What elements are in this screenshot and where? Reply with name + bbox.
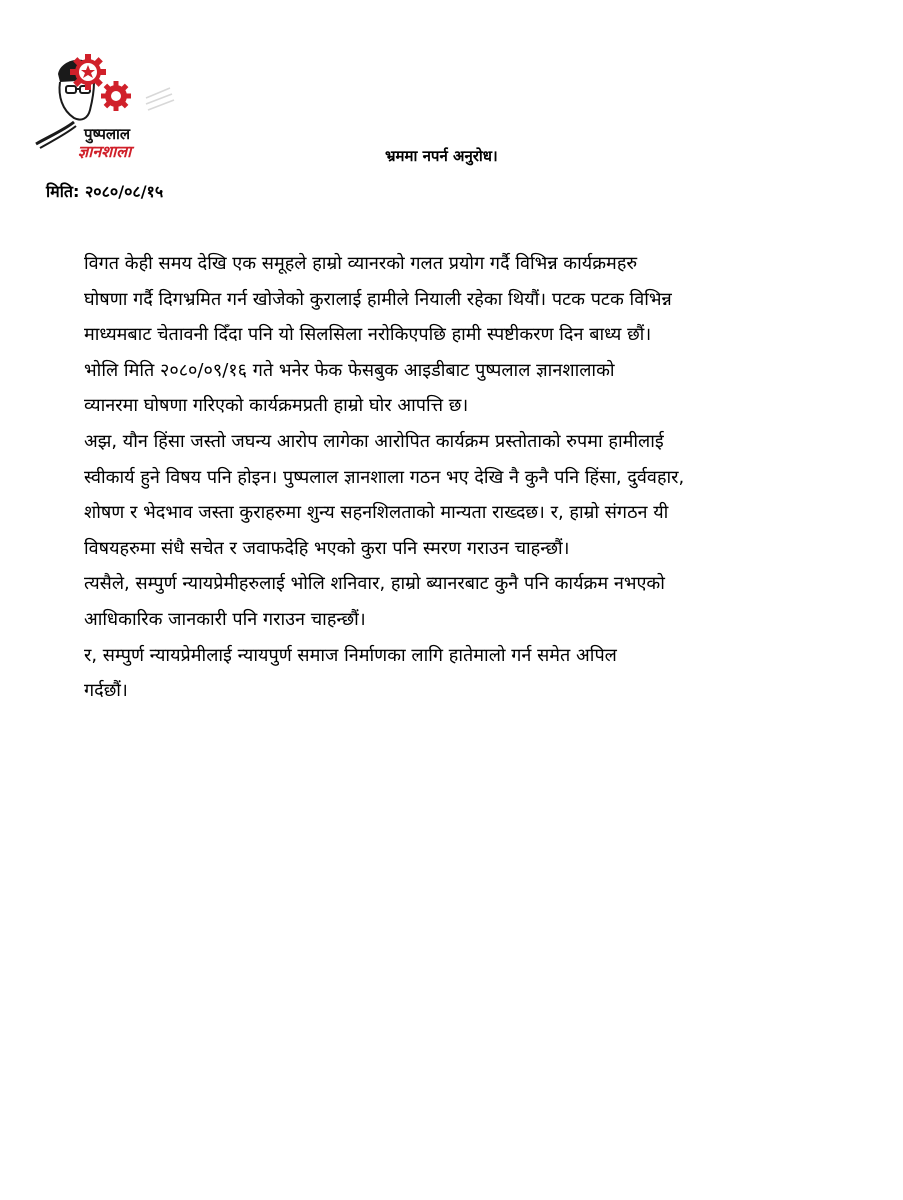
body-line: अझ, यौन हिंसा जस्तो जघन्य आरोप लागेका आरोपित कार्यक्रम प्रस्तोताको रुपमा हामीलाई <box>84 430 664 452</box>
body-line: भोलि मिति २०८०/०९/१६ गते भनेर फेक फेसबुक आइडीबाट पुष्पलाल ज्ञानशालाको <box>84 359 615 381</box>
body-line: माध्यमबाट चेतावनी दिँदा पनि यो सिलसिला नरोकिएपछि हामी स्पष्टीकरण दिन बाध्य छौं। <box>84 324 652 346</box>
document-date: मिति: २०८०/०८/१५ <box>46 182 164 201</box>
organization-logo <box>30 52 190 162</box>
body-line: स्वीकार्य हुने विषय पनि होइन। पुष्पलाल ज्ञानशाला गठन भए देखि नै कुनै पनि हिंसा, दुर्ववहार, <box>84 466 685 488</box>
logo-text-line1: पुष्पलाल <box>84 125 131 143</box>
body-line: त्यसैले, सम्पुर्ण न्यायप्रेमीहरुलाई भोलि शनिवार, हाम्रो ब्यानरबाट कुनै पनि कार्यक्रम नभएको <box>84 573 665 595</box>
body-line: गर्दछौं। <box>84 680 128 702</box>
body-line: शोषण र भेदभाव जस्ता कुराहरुमा शुन्य सहनशिलताको मान्यता राख्दछ। र, हाम्रो संगठन यी <box>84 502 669 524</box>
body-line: विगत केही समय देखि एक समूहले हाम्रो व्यानरको गलत प्रयोग गर्दै विभिन्न कार्यक्रमहरु <box>84 253 638 274</box>
body-line: आधिकारिक जानकारी पनि गराउन चाहन्छौं। <box>84 608 366 630</box>
body-line: विषयहरुमा संधै सचेत र जवाफदेहि भएको कुरा पनि स्मरण गराउन चाहन्छौं। <box>84 537 570 559</box>
document-heading: भ्रममा नपर्न अनुरोध। <box>385 147 498 165</box>
document-body <box>84 246 824 709</box>
body-line: घोषणा गर्दै दिगभ्रमित गर्न खोजेको कुरालाई हामीले नियाली रहेका थियौं। पटक पटक विभिन्न <box>84 288 672 310</box>
body-line: व्यानरमा घोषणा गरिएको कार्यक्रमप्रती हाम्रो घोर आपत्ति छ। <box>84 395 469 417</box>
logo-text-line2: ज्ञानशाला <box>78 142 132 161</box>
body-line: र, सम्पुर्ण न्यायप्रेमीलाई न्यायपुर्ण समाज निर्माणका लागि हातेमालो गर्न समेत अपिल <box>84 644 617 666</box>
